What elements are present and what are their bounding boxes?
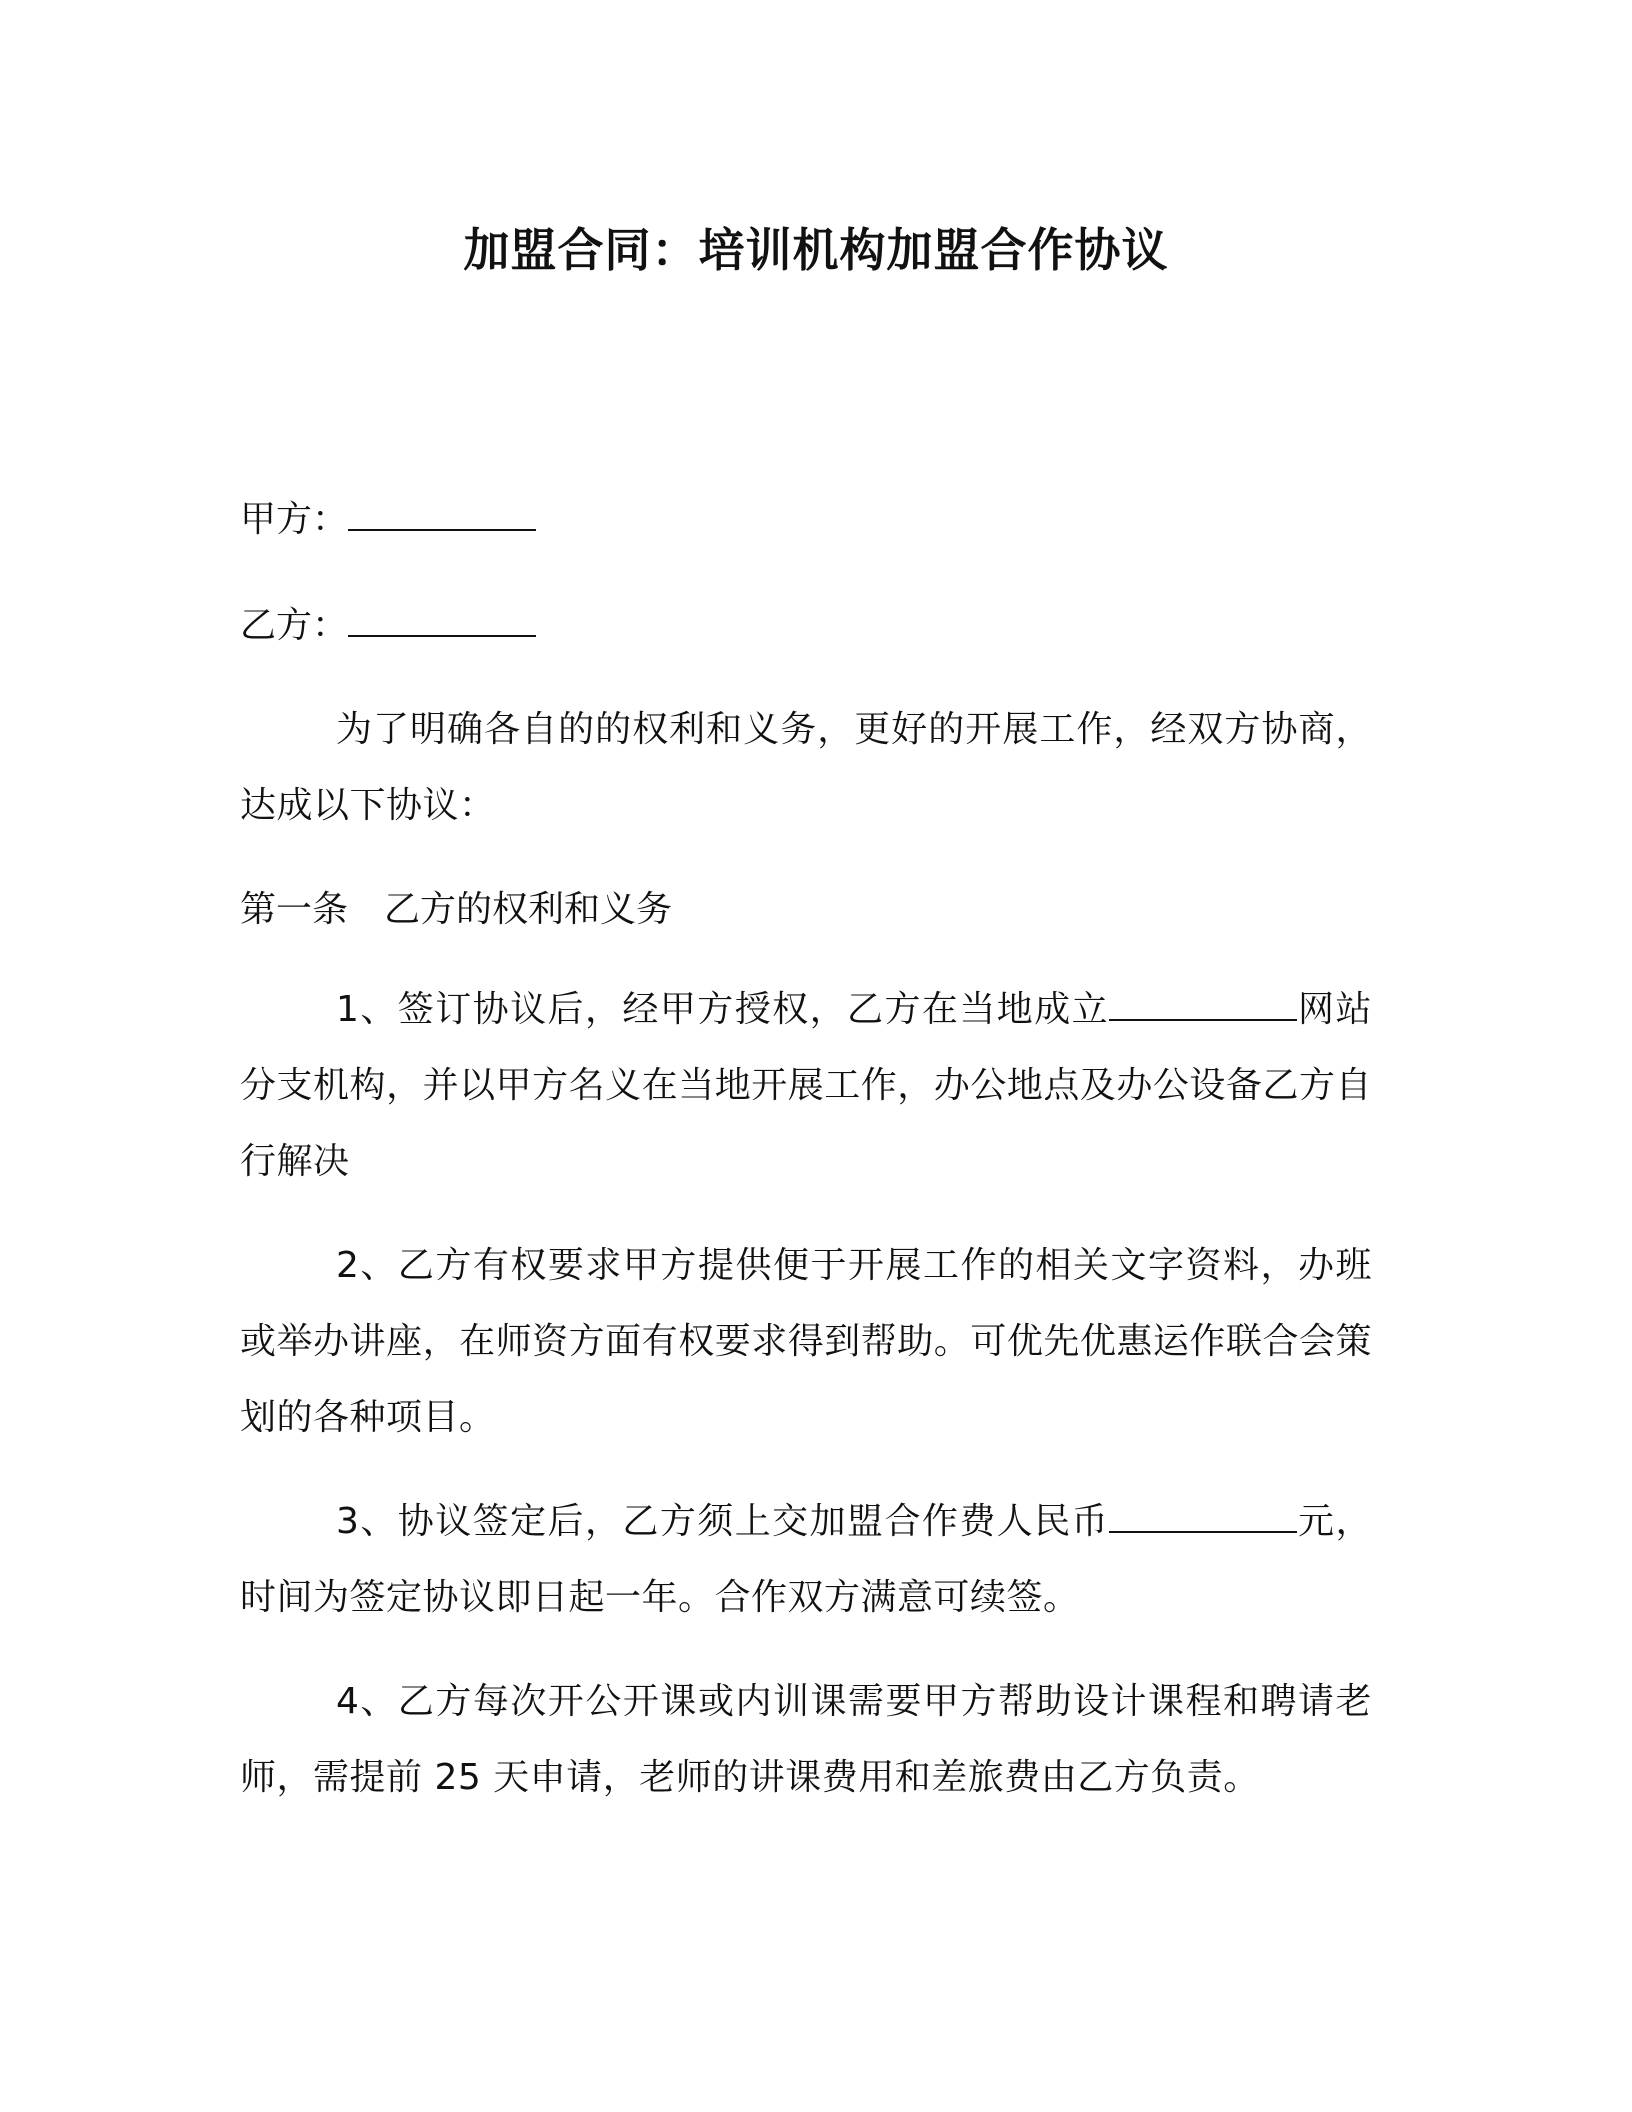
party-b-line <box>240 600 536 652</box>
party-a-label: 甲方： <box>240 499 349 540</box>
party-a-line <box>240 494 536 546</box>
clause-1-text-start: 1、签订协议后，经甲方授权，乙方在当地成立 <box>336 989 1110 1030</box>
party-b-label: 乙方： <box>240 605 349 646</box>
clause-3-blank <box>1109 1497 1297 1533</box>
party-a-blank <box>348 495 536 531</box>
clause-3-text-end: 元，时间为签定协议即日起一年。合作双方满意可续签。 <box>240 1501 1372 1618</box>
intro-paragraph: 为了明确各自的的权利和义务，更好的开展工作，经双方协商，达成以下协议： <box>240 709 1372 826</box>
clause-1-blank <box>1109 985 1297 1021</box>
clause-3 <box>240 1484 1372 1636</box>
clause-4: 4、乙方每次开公开课或内训课需要甲方帮助设计课程和聘请老师，需提前 25 天申请，老师的讲课费用和差旅费由乙方负责。 <box>240 1681 1372 1798</box>
clause-2: 2、乙方有权要求甲方提供便于开展工作的相关文字资料，办班或举办讲座，在师资方面有权要求得到帮助。可优先优惠运作联合会策划的各种项目。 <box>240 1245 1372 1438</box>
clause-1-text-end: 网站分支机构，并以甲方名义在当地开展工作，办公地点及办公设备乙方自行解决 <box>240 989 1372 1182</box>
document-title: 加盟合同：培训机构加盟合作协议 <box>463 223 1169 277</box>
clause-3-text-start: 3、协议签定后，乙方须上交加盟合作费人民币 <box>336 1501 1110 1542</box>
article-1-heading: 第一条 乙方的权利和义务 <box>240 889 673 930</box>
party-b-blank <box>348 601 536 637</box>
clause-1 <box>240 972 1372 1200</box>
